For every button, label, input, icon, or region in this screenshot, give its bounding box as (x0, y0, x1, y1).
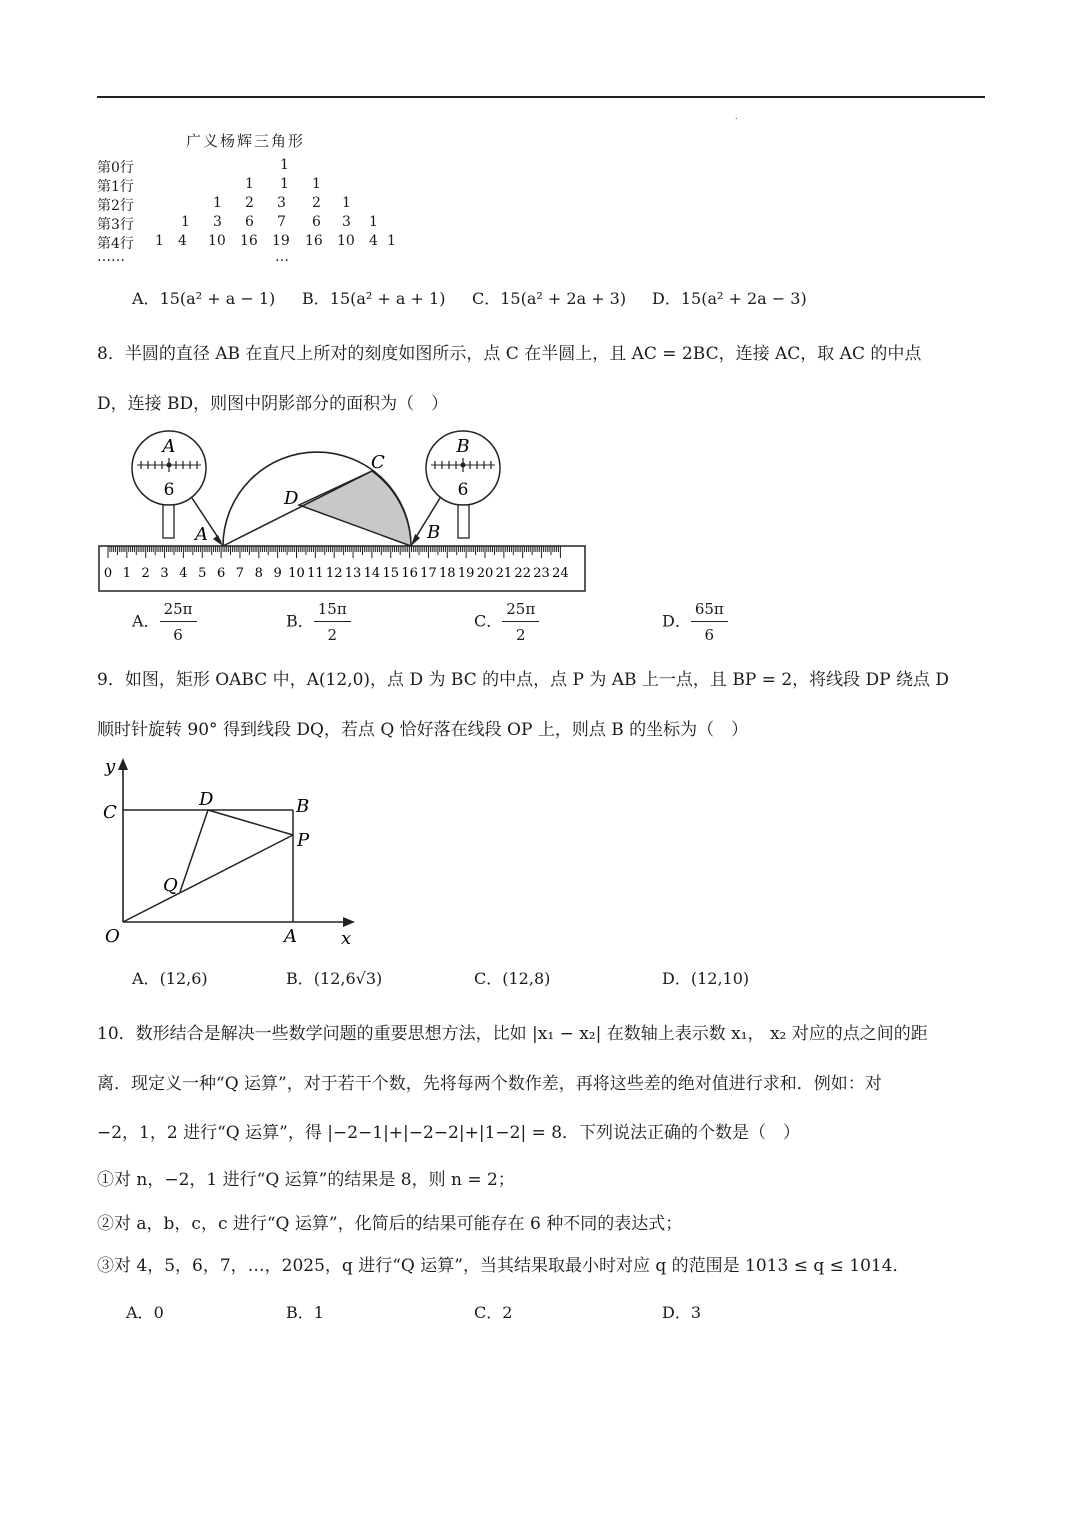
ruler-number: 5 (198, 566, 207, 581)
tri-cell: 7 (277, 214, 286, 230)
point-q: Q (163, 875, 178, 896)
q10-stem-line3: −2，1，2 进行“Q 运算”，得 |−2−1|+|−2−2|+|1−2| = 8．下列说法正确的个数是（ ） (97, 1123, 801, 1143)
row-label: 第1行 (97, 179, 134, 195)
stray-dot: . (735, 112, 738, 121)
q10-item-3: ③对 4，5，6，7，…，2025，q 进行“Q 运算”，当其结果取最小时对应 q 的范围是 1013 ≤ q ≤ 1014． (97, 1256, 910, 1276)
ruler-number: 15 (382, 566, 400, 581)
ruler-number: 2 (141, 566, 150, 581)
ruler-number: 3 (160, 566, 169, 581)
tri-cell: 1 (280, 157, 289, 173)
tri-cell: 1 (312, 176, 321, 192)
point-p: P (297, 830, 310, 851)
q9-figure (95, 752, 365, 952)
axis-x-label: x (341, 928, 352, 949)
ruler-number: 11 (307, 566, 324, 581)
ruler-number: 0 (103, 566, 113, 581)
ruler-number: 20 (476, 566, 494, 581)
q10-option-b[interactable]: B．1 (286, 1303, 324, 1322)
ruler-number: 8 (254, 566, 263, 581)
q9-stem-line1: 9．如图，矩形 OABC 中，A(12,0)，点 D 为 BC 的中点，点 P 为 AB 上一点，且 BP = 2，将线段 DP 绕点 D (97, 670, 950, 690)
q8-option-b[interactable]: B． $\frac{15\pi}{2}$ (286, 600, 351, 644)
tri-cell: 3 (213, 214, 222, 230)
tri-cell: 1 (387, 233, 396, 249)
q7-option-c[interactable]: C．15(a² + 2a + 3) (472, 289, 627, 308)
tri-cell: 1 (181, 214, 190, 230)
row-label: 第4行 (97, 236, 134, 252)
tri-cell: 1 (155, 233, 164, 249)
q10-stem-line2: 离．现定义一种“Q 运算”，对于若干个数，先将每两个数作差，再将这些差的绝对值进行求和．例如：对 (97, 1074, 882, 1094)
ruler-number: 12 (325, 566, 343, 581)
triangle-table (97, 157, 417, 267)
tri-cell: 10 (337, 233, 355, 249)
point-c: C (103, 802, 117, 823)
ruler-number: 4 (179, 566, 188, 581)
ruler-number: 13 (344, 566, 362, 581)
tri-cell: 16 (305, 233, 323, 249)
q10-option-c[interactable]: C．2 (474, 1303, 513, 1322)
q8-option-c[interactable]: C． $\frac{25\pi}{2}$ (474, 600, 539, 644)
mag-a-label: A (162, 436, 176, 457)
q9-option-d[interactable]: D．(12,10) (662, 969, 750, 988)
point-d: D (199, 789, 214, 810)
ruler-number: 14 (363, 566, 381, 581)
tri-cell: 3 (277, 195, 286, 211)
tri-cell: 1 (280, 176, 289, 192)
axis-y-label: y (105, 756, 116, 777)
tri-cell: 6 (245, 214, 254, 230)
row-label: …… (97, 249, 125, 265)
tri-cell: 6 (312, 214, 321, 230)
point-a: A (195, 524, 208, 545)
mag-b-label: B (456, 436, 470, 457)
tri-cell: 16 (240, 233, 258, 249)
ruler-number: 18 (439, 566, 456, 581)
q7-option-a[interactable]: A．15(a² + a − 1) (132, 289, 276, 308)
q10-item-1: ①对 n，−2，1 进行“Q 运算”的结果是 8，则 n = 2； (97, 1170, 515, 1190)
header-rule (97, 96, 985, 98)
q10-option-d[interactable]: D．3 (662, 1303, 702, 1322)
triangle-title: 广义杨辉三角形 (186, 132, 306, 150)
point-b: B (427, 522, 441, 543)
mag-a-value: 6 (163, 480, 175, 500)
q8-stem-line2: D，连接 BD，则图中阴影部分的面积为（ ） (97, 394, 449, 414)
ruler-number: 7 (235, 566, 245, 581)
q8-option-d[interactable]: D． $\frac{65\pi}{6}$ (662, 600, 728, 644)
row-label: 第0行 (97, 160, 134, 176)
tri-cell: 1 (245, 176, 254, 192)
point-o: O (105, 926, 120, 947)
tri-cell: 2 (245, 195, 254, 211)
shaded-region (299, 471, 411, 546)
ruler-number: 22 (514, 566, 531, 581)
ruler-number: 24 (552, 566, 569, 581)
point-b: B (296, 796, 310, 817)
tri-cell: 19 (272, 233, 290, 249)
ruler-number: 23 (533, 566, 550, 581)
tri-cell: 1 (213, 195, 222, 211)
ruler-number: 10 (288, 566, 305, 581)
ruler-number: 1 (122, 566, 131, 581)
point-a: A (284, 926, 297, 947)
q9-option-b[interactable]: B．(12,6√3) (286, 969, 383, 988)
q8-figure (95, 428, 595, 596)
q8-stem-line1: 8．半圆的直径 AB 在直尺上所对的刻度如图所示，点 C 在半圆上，且 AC = 2BC，连接 AC，取 AC 的中点 (97, 344, 922, 364)
q10-item-2: ②对 a，b，c，c 进行“Q 运算”，化简后的结果可能存在 6 种不同的表达式； (97, 1214, 683, 1234)
tri-cell: 3 (342, 214, 351, 230)
ruler-number: 16 (401, 566, 418, 581)
ruler-number: 6 (216, 566, 226, 581)
q9-stem-line2: 顺时针旋转 90° 得到线段 DQ，若点 Q 恰好落在线段 OP 上，则点 B 的坐标为（ ） (97, 720, 749, 740)
point-c: C (371, 452, 385, 473)
q8-option-a[interactable]: A． $\frac{25\pi}{6}$ (132, 600, 197, 644)
ruler-number: 21 (495, 566, 513, 581)
tri-cell: 10 (208, 233, 226, 249)
tri-cell: 4 (369, 233, 378, 249)
ruler-number: 9 (273, 566, 282, 581)
q7-option-d[interactable]: D．15(a² + 2a − 3) (652, 289, 807, 308)
tri-cell: … (275, 249, 289, 265)
q9-option-c[interactable]: C．(12,8) (474, 969, 551, 988)
tri-cell: 4 (178, 233, 187, 249)
q9-option-a[interactable]: A．(12,6) (132, 969, 208, 988)
row-label: 第2行 (97, 198, 134, 214)
q7-option-b[interactable]: B．15(a² + a + 1) (302, 289, 446, 308)
mag-b-value: 6 (457, 480, 469, 500)
tri-cell: 1 (342, 195, 351, 211)
tri-cell: 1 (369, 214, 378, 230)
row-label: 第3行 (97, 217, 134, 233)
point-d: D (284, 488, 299, 509)
q10-stem-line1: 10．数形结合是解决一些数学问题的重要思想方法，比如 |x₁ − x₂| 在数轴上表示数 x₁， x₂ 对应的点之间的距 (97, 1024, 928, 1044)
ruler-number: 19 (457, 566, 475, 581)
ruler-number: 17 (420, 566, 437, 581)
tri-cell: 2 (312, 195, 321, 211)
q10-option-a[interactable]: A．0 (126, 1303, 164, 1322)
